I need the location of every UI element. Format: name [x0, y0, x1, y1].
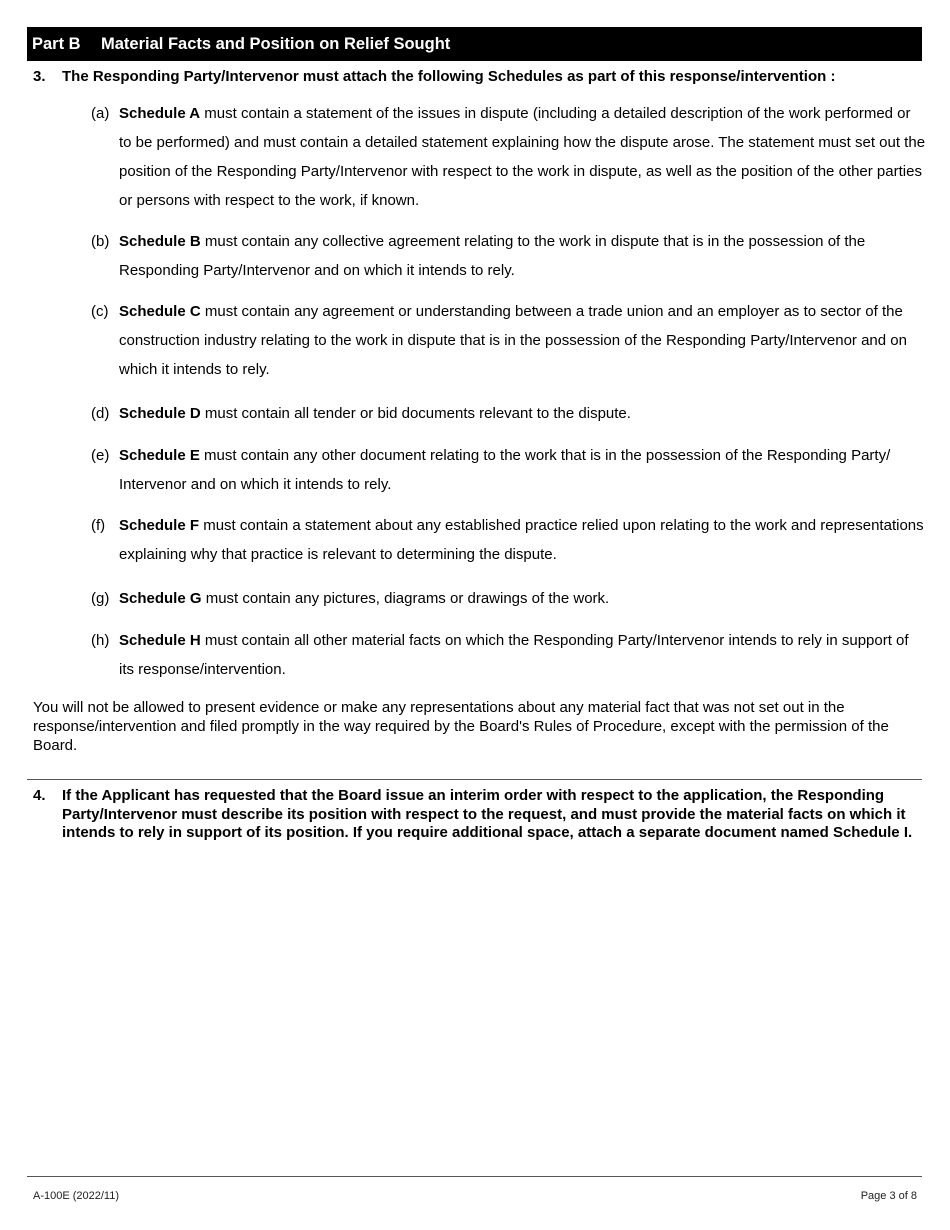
- item-letter: (b): [91, 233, 110, 250]
- item-body: [119, 99, 926, 215]
- question-number: 3.: [33, 68, 46, 85]
- schedule-f-item: [91, 511, 926, 569]
- item-letter: (e): [91, 447, 110, 464]
- item-letter: (c): [91, 303, 109, 320]
- question-text: The Responding Party/Intervenor must attach the following Schedules as part of this response/intervention :: [62, 68, 836, 85]
- item-letter: (d): [91, 405, 110, 422]
- schedule-name: Schedule H: [119, 632, 201, 649]
- item-letter: (f): [91, 517, 106, 534]
- schedule-name: Schedule D: [119, 405, 201, 422]
- schedule-description: must contain any other document relating to the work that is in the possession of the Responding Party/ Intervenor and on which it intends to rely.: [119, 447, 891, 493]
- schedule-description: must contain any pictures, diagrams or drawings of the work.: [201, 590, 610, 607]
- evidence-notice: You will not be allowed to present evidence or make any representations about any material fact that was not set out in the response/intervention and filed promptly in the way required by the Board's Rules of Procedure, except with the permission of the Board.: [33, 699, 889, 754]
- schedule-description: must contain all other material facts on which the Responding Party/Intervenor intends to rely in support of its response/intervention.: [119, 632, 909, 678]
- item-letter: (a): [91, 105, 110, 122]
- schedule-d-item: [91, 399, 926, 428]
- schedule-description: must contain all tender or bid documents relevant to the dispute.: [200, 405, 631, 422]
- schedule-name: Schedule F: [119, 517, 200, 534]
- schedule-g-item: [91, 584, 926, 613]
- item-letter: (g): [91, 590, 110, 607]
- item-body: [119, 399, 926, 428]
- schedule-description: must contain any agreement or understanding between a trade union and an employer as to sector of the construction industry relating to the work in dispute that is in the possession of the Responding Party/Intervenor and on which it intends to rely.: [119, 303, 907, 378]
- schedule-name: Schedule B: [119, 233, 201, 250]
- item-body: [119, 297, 926, 384]
- part-label: Part B: [32, 35, 81, 53]
- part-b-header: [27, 27, 922, 61]
- item-letter: (h): [91, 632, 110, 649]
- schedule-description: must contain any collective agreement relating to the work in dispute that is in the possession of the Responding Party/Intervenor and on which it intends to rely.: [119, 233, 866, 279]
- schedule-c-item: [91, 297, 926, 384]
- schedule-b-item: [91, 227, 926, 285]
- schedule-description: must contain a statement about any established practice relied upon relating to the work and representations explaining why that practice is relevant to determining the dispute.: [119, 517, 924, 563]
- schedule-description: must contain a statement of the issues in dispute (including a detailed description of the work performed or to be performed) and must contain a detailed statement explaining how the dispute arose. The statement must set out the position of the Responding Party/Intervenor with respect to the work in dispute, as well as the position of the other parties or persons with respect to the work, if known.: [119, 105, 926, 209]
- question-number: 4.: [33, 787, 46, 804]
- schedule-name: Schedule E: [119, 447, 200, 464]
- question-text: If the Applicant has requested that the Board issue an interim order with respect to the application, the Responding Party/Intervenor must describe its position with respect to the request, and must provide the material facts on which it intends to rely in support of its position. If you require additional space, attach a separate document named Schedule I.: [62, 787, 913, 841]
- schedule-e-item: [91, 441, 926, 499]
- item-body: [119, 511, 926, 569]
- item-body: [119, 584, 926, 613]
- schedule-name: Schedule G: [119, 590, 202, 607]
- schedule-name: Schedule A: [119, 105, 201, 122]
- form-code: A-100E (2022/11): [33, 1190, 120, 1202]
- page-number: Page 3 of 8: [860, 1190, 917, 1202]
- item-body: [119, 626, 926, 684]
- item-body: [119, 441, 926, 499]
- schedule-a-item: [91, 99, 926, 215]
- schedule-name: Schedule C: [119, 303, 201, 320]
- schedule-h-item: [91, 626, 926, 684]
- section-divider: [27, 779, 922, 780]
- footer-divider: [27, 1176, 922, 1177]
- item-body: [119, 227, 926, 285]
- part-title: Material Facts and Position on Relief Sought: [101, 35, 451, 53]
